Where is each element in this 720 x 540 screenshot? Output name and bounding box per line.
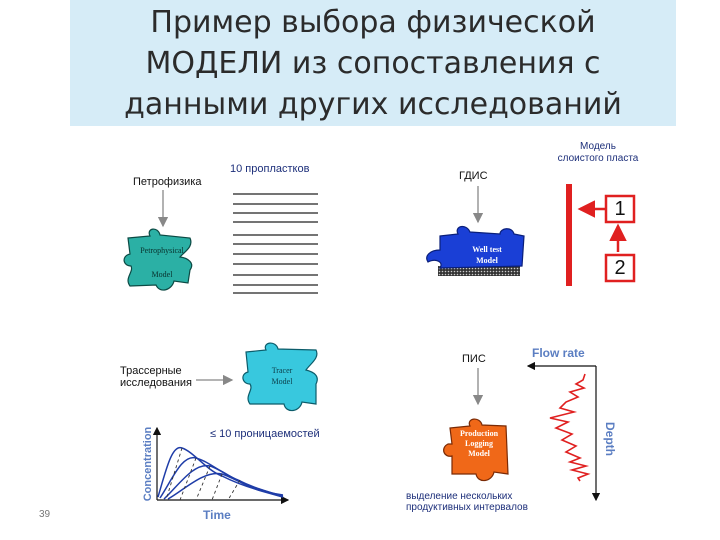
marker-1-label: 1 (614, 198, 626, 220)
tracer-puzzle-line-2: Model (271, 377, 293, 386)
depth-axis-label: Depth (603, 422, 617, 456)
layered-model-label (546, 141, 650, 165)
title-line-3: данными других исследований (124, 87, 622, 122)
logging-puzzle-line-1: Production (459, 429, 499, 438)
time-axis-label: Time (203, 508, 231, 522)
tracer-puzzle-text (250, 365, 314, 387)
well-test-puzzle-line-2: Model (476, 256, 498, 265)
permeabilities-label: ≤ 10 проницаемостей (210, 428, 320, 440)
concentration-axis-label: Concentration (142, 426, 154, 502)
logging-puzzle-line-3: Model (468, 449, 490, 458)
tracer-source-label (120, 365, 192, 389)
tracer-source-line-1: Трассерные (120, 365, 182, 377)
layers-label: 10 пропластков (230, 163, 310, 175)
petro-puzzle-line-2: Model (151, 270, 173, 279)
logging-source-label: ПИС (462, 353, 486, 365)
flow-rate-axis-label: Flow rate (532, 346, 585, 360)
layered-model-line-2: слоистого пласта (557, 153, 639, 164)
conc-curves (158, 448, 283, 499)
logging-caption-line-1: выделение нескольких (406, 491, 513, 502)
flow-profile-curve (550, 374, 588, 481)
logging-caption (406, 491, 528, 513)
layer-lines (233, 194, 318, 293)
layered-model-bar (566, 184, 572, 286)
title-line-1: Пример выбора физической (150, 5, 596, 40)
page-number: 39 (39, 509, 51, 520)
logging-puzzle-text (450, 429, 508, 459)
title-line-2: МОДЕЛИ из сопоставления с (145, 46, 601, 81)
conc-dashed-peaks (166, 448, 240, 500)
well-test-source-label: ГДИС (459, 170, 488, 182)
petro-puzzle-text (132, 239, 192, 287)
well-test-puzzle-text (452, 244, 522, 266)
logging-puzzle-line-2: Logging (464, 439, 493, 448)
well-test-puzzle-line-1: Well test (472, 245, 502, 254)
petro-puzzle-line-1: Petrophysical (140, 246, 184, 255)
tracer-puzzle-line-1: Tracer (271, 366, 293, 375)
petro-source-label: Петрофизика (133, 176, 202, 188)
logging-caption-line-2: продуктивных интервалов (406, 502, 528, 513)
layered-model-line-1: Модель (580, 141, 616, 152)
tracer-source-line-2: исследования (120, 377, 192, 389)
marker-2-label: 2 (614, 257, 626, 279)
